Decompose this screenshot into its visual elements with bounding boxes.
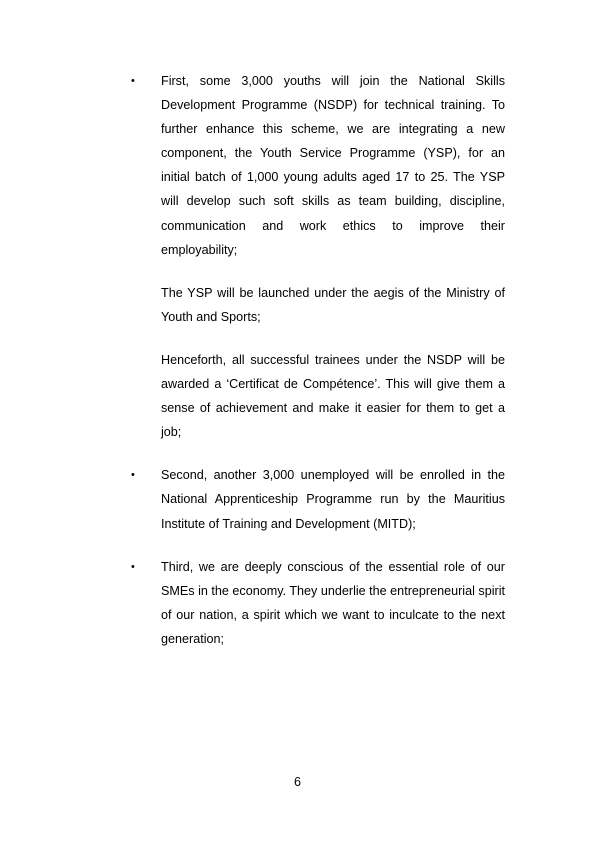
page-number: 6 [293,775,301,789]
bullet-icon: • [131,560,135,573]
paragraph-ysp-launch [161,281,505,329]
paragraph-spacer [161,329,505,348]
paragraph-smes [131,555,505,651]
paragraph-text: Second, another 3,000 unemployed will be enrolled in the National Apprenticeship Programme run by the Mauritius Institute of Training and Development (MITD); [161,468,505,531]
paragraph-text: Henceforth, all successful trainees under the NSDP will be awarded a ‘Certificat de Compétence’. This will give them a sense of achievement and make it easier for them to get a job; [161,352,505,440]
paragraph-text: Third, we are deeply conscious of the essential role of our SMEs in the economy. They underlie the entrepreneurial spirit of our nation, a spirit which we want to inculcate to the next generation; [161,559,505,646]
document-body [131,69,505,651]
paragraph-spacer [161,262,505,281]
paragraph-text: The YSP will be launched under the aegis of the Ministry of Youth and Sports; [161,285,505,324]
paragraph-spacer [161,536,505,555]
paragraph-certificate [161,348,505,444]
bullet-icon: • [131,75,135,87]
paragraph-spacer [161,444,505,463]
paragraph-apprenticeship [131,463,505,535]
bullet-icon: • [131,469,135,482]
paragraph-nsdp [131,69,505,262]
paragraph-text: First, some 3,000 youths will join the National Skills Development Programme (NSDP) for technical training. To further enhance this scheme, we are integrating a new component, the Youth Service Programme (YSP), for an initial batch of 1,000 young adults aged 17 to 25. The YSP will develop such soft skills as team building, discipline, communication and work ethics to improve their employability; [161,74,505,257]
